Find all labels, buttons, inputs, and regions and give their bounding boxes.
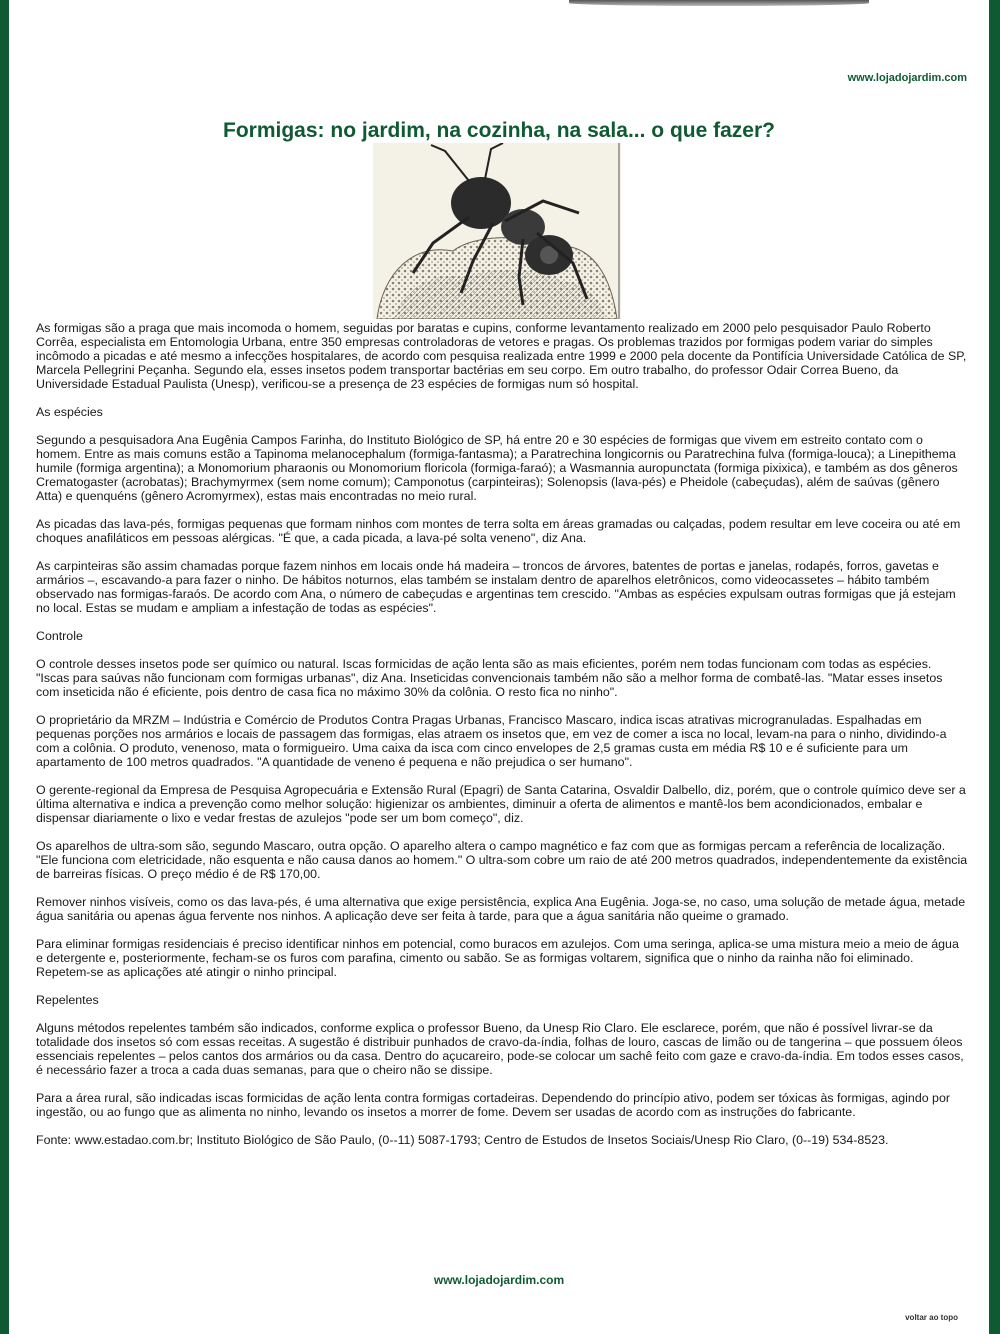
- header-shadow-decoration: [569, 0, 869, 6]
- article-paragraph: As formigas são a praga que mais incomoda o homem, seguidas por baratas e cupins, conforme levantamento realizado em 2000 pelo pesquisador Paulo Roberto Corrêa, especialista em Entomologia Urbana, entre 350 empresas controladoras de vetores e pragas. Os problemas trazidos por formigas podem variar do simples incômodo a picadas e até mesmo a infecções hospitalares, de acordo com pesquisa realizada entre 1999 e 2000 pela docente da Pontifícia Universidade Católica de SP, Marcela Pellegrini Peçanha. Segundo ela, esses insetos podem transportar bactérias em seu corpo. Em outro trabalho, do professor Odair Correa Bueno, da Universidade Estadual Paulista (Unesp), verificou-se a presença de 23 espécies de formigas num só hospital.: [36, 321, 967, 391]
- section-heading-repelentes: Repelentes: [36, 993, 99, 1007]
- ant-illustration-icon: [373, 143, 621, 319]
- back-to-top-link[interactable]: voltar ao topo: [905, 1313, 958, 1322]
- article-paragraph: Remover ninhos visíveis, como os das lava-pés, é uma alternativa que exige persistência, explica Ana Eugênia. Joga-se, no caso, uma solução de metade água, metade água sanitária ou apenas água fervente nos ninhos. A aplicação deve ser feita à tarde, para que a água sanitária não queime o gramado.: [36, 895, 966, 923]
- article-paragraph: Os aparelhos de ultra-som são, segundo Mascaro, outra opção. O aparelho altera o campo magnético e faz com que as formigas percam a referência de localização. "Ele funciona com eletricidade, não esquenta e não causa danos ao homem." O ultra-som cobre um raio de até 200 metros quadrados, independentemente da existência de barreiras físicas. O preço médio é de R$ 170,00.: [36, 839, 968, 881]
- article-title: Formigas: no jardim, na cozinha, na sala... o que fazer?: [223, 119, 775, 142]
- site-link-bottom[interactable]: www.lojadojardim.com: [433, 1273, 565, 1287]
- article-paragraph: Segundo a pesquisadora Ana Eugênia Campos Farinha, do Instituto Biológico de SP, há entre 20 e 30 espécies de formigas que vivem em estreito contato com o homem. Entre as mais comuns estão a Tapinoma melanocephalum (formiga-fantasma); a Paratrechina longicornis ou Paratrechina fulva (formiga-louca); a Linepithema humile (formiga argentina); a Monomorium pharaonis ou Monomorium floricola (formiga-faraó); a Wasmannia auropunctata (formiga pixixica), e também as dos gêneros Crematogaster (acrobatas); Brachymyrmex (sem nome comum); Camponotus (carpinteiras); Solenopsis (lava-pés) e Pheidole (cabeçudas), além de saúvas (gênero Atta) e quenquéns (gênero Acromyrmex), estas mais encontradas no meio rural.: [36, 433, 958, 503]
- article-paragraph: Para a área rural, são indicadas iscas formicidas de ação lenta contra formigas cortadeiras. Dependendo do princípio ativo, podem ser tóxicas às formigas, agindo por ingestão, ou ao fungo que as alimenta no ninho, levando os insetos a morrer de fome. Devem ser usadas de acordo com as instruções do fabricante.: [36, 1091, 950, 1119]
- article-paragraph: O controle desses insetos pode ser químico ou natural. Iscas formicidas de ação lenta são as mais eficientes, porém nem todas funcionam com todas as espécies. "Iscas para saúvas não funcionam com formigas urbanas", diz Ana. Inseticidas convencionais também não são a melhor forma de combatê-las. "Matar esses insetos com inseticida não é eficiente, pois dentro de casa fica no máximo 30% da colônia. O resto fica no ninho".: [36, 657, 943, 699]
- article-paragraph: Para eliminar formigas residenciais é preciso identificar ninhos em potencial, como buracos em azulejos. Com uma seringa, aplica-se uma mistura meio a meio de água e detergente e, posteriormente, fecham-se os furos com parafina, cimento ou sabão. Se as formigas voltarem, significa que o ninho da rainha não foi eliminado. Repetem-se as aplicações até atingir o ninho principal.: [36, 937, 959, 979]
- source-note: Fonte: www.estadao.com.br; Instituto Biológico de São Paulo, (0--11) 5087-1793; Centro de Estudos de Insetos Sociais/Unesp Rio Claro, (0--19) 534-8523.: [36, 1133, 889, 1147]
- section-heading-controle: Controle: [36, 629, 83, 643]
- article-paragraph: O gerente-regional da Empresa de Pesquisa Agropecuária e Extensão Rural (Epagri) de Santa Catarina, Osvaldir Dalbello, diz, porém, que o controle químico deve ser a última alternativa e indica a prevenção como melhor solução: higienizar os ambientes, diminuir a oferta de alimentos e mantê-los bem acondicionados, embalar e dispensar diariamente o lixo e vedar frestas de azulejos "pode ser um bom começo", diz.: [36, 783, 966, 825]
- site-link-top[interactable]: www.lojadojardim.com: [847, 72, 967, 84]
- article-paragraph: As picadas das lava-pés, formigas pequenas que formam ninhos com montes de terra solta em áreas gramadas ou calçadas, podem resultar em leve coceira ou até em choques anafiláticos em pessoas alérgicas. "É que, a cada picada, a lava-pé solta veneno", diz Ana.: [36, 517, 961, 545]
- article-paragraph: O proprietário da MRZM – Indústria e Comércio de Produtos Contra Pragas Urbanas, Francisco Mascaro, indica iscas atrativas microgranuladas. Espalhadas em pequenas porções nos armários e locais de passagem das formigas, elas atraem os insetos que, em vez de comer a isca no local, levam-na para o ninho, dividindo-a com a colônia. O produto, venenoso, mata o formigueiro. Uma caixa da isca com cinco envelopes de 2,5 gramas custa em média R$ 10 e é suficiente para um apartamento de 100 metros quadrados. "A quantidade de veneno é pequena e não prejudica o ser humano".: [36, 713, 947, 769]
- article-paragraph: Alguns métodos repelentes também são indicados, conforme explica o professor Bueno, da Unesp Rio Claro. Ele esclarece, porém, que não é possível livrar-se da totalidade dos insetos só com essas receitas. A sugestão é distribuir punhados de cravo-da-índia, folhas de louro, cascas de limão ou de tangerina – que possuem óleos essenciais repelentes – pelos cantos dos armários ou da casa. Dentro do açucareiro, pode-se colocar um sachê feito com gaze e cravo-da-índia. Em todos esses casos, é necessário fazer a troca a cada duas semanas, para que o cheiro não se dissipe.: [36, 1021, 964, 1077]
- article-paragraph: As carpinteiras são assim chamadas porque fazem ninhos em locais onde há madeira – troncos de árvores, batentes de portas e janelas, rodapés, forros, gavetas e armários –, escavando-a para fazer o ninho. De hábitos noturnos, elas também se instalam dentro de aparelhos eletrônicos, como videocassetes – hábito também observado nas formigas-faraós. De acordo com Ana, o número de cabeçudas e argentinas tem crescido. "Ambas as espécies expulsam outras formigas que já estejam no local. Estas se mudam e ampliam a infestação de todas as espécies".: [36, 559, 956, 615]
- article-body: [36, 321, 968, 1161]
- page: [9, 0, 989, 1334]
- section-heading-especies: As espécies: [36, 405, 103, 419]
